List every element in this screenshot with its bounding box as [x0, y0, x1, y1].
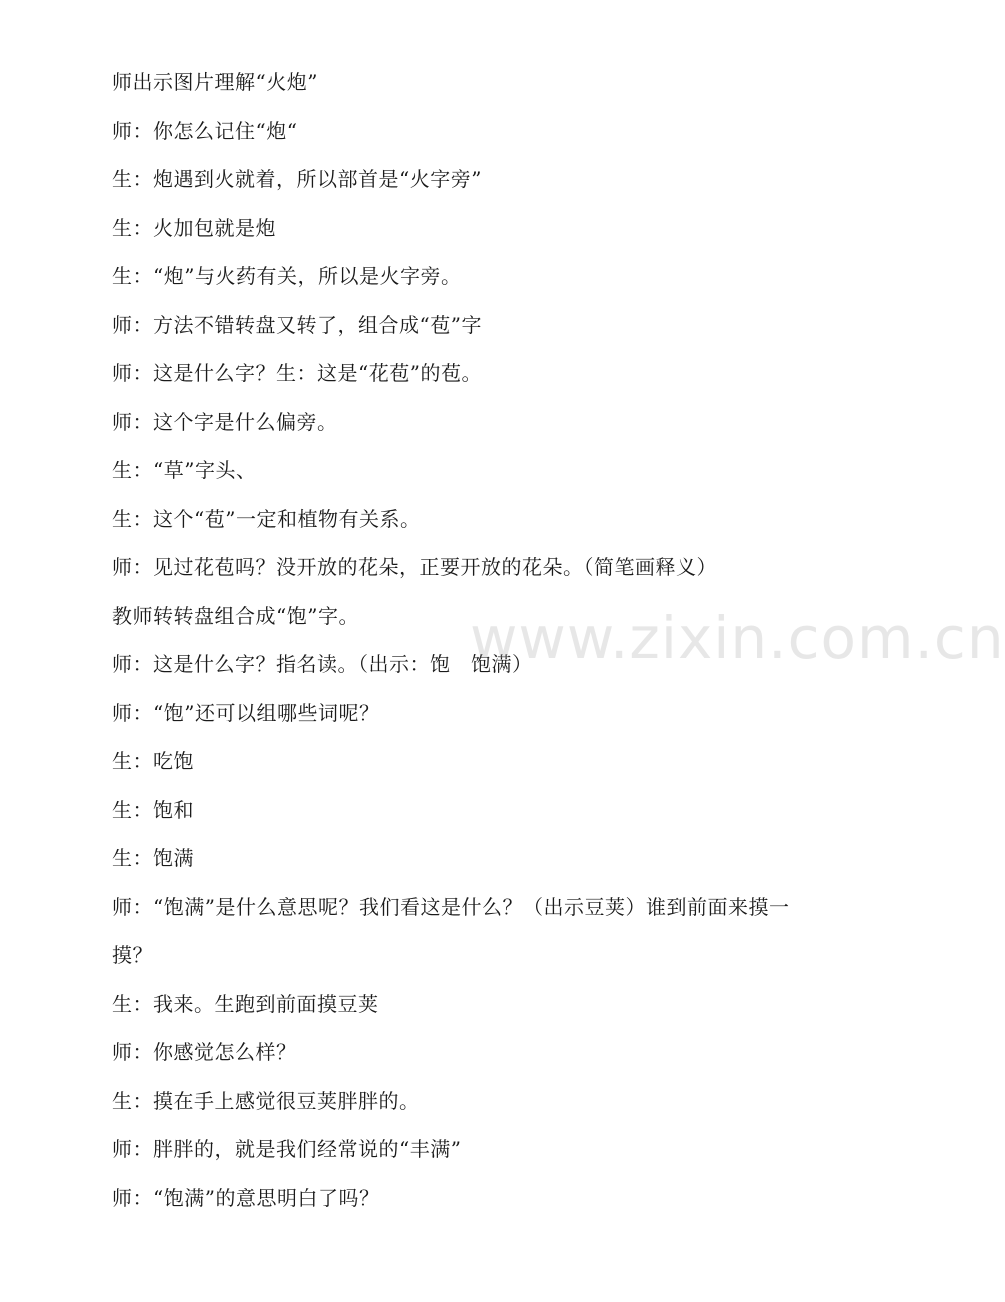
- document-body: [112, 58, 862, 1222]
- text-line: 师：见过花苞吗？没开放的花朵，正要开放的花朵。（简笔画释义）: [112, 555, 717, 579]
- text-line: 师：你感觉怎么样？: [112, 1040, 297, 1064]
- text-line: 生：“炮”与火药有关，所以是火字旁。: [112, 264, 462, 288]
- text-line: 生：饱和: [112, 797, 194, 822]
- text-line: 师出示图片理解“火炮”: [112, 70, 318, 94]
- text-line: 生：饱满: [112, 846, 194, 870]
- text-line: 师：你怎么记住“炮“: [112, 118, 298, 143]
- text-line: 师：“饱”还可以组哪些词呢？: [112, 700, 380, 725]
- text-line: 师：“饱满”的意思明白了吗？: [112, 1185, 380, 1210]
- text-line: 师：这是什么字？生：这是“花苞”的苞。: [112, 361, 482, 385]
- text-line: 生：摸在手上感觉很豆荚胖胖的。: [112, 1088, 420, 1113]
- text-line: 师：胖胖的，就是我们经常说的“丰满”: [112, 1137, 462, 1161]
- text-line: 生：这个“苞”一定和植物有关系。: [112, 506, 421, 531]
- text-line: 师：方法不错转盘又转了，组合成“苞”字: [112, 312, 482, 337]
- text-line: 生：“草”字头、: [112, 458, 257, 482]
- text-line: 生：吃饱: [112, 749, 194, 773]
- text-line: 生：火加包就是炮: [112, 215, 276, 240]
- watermark: www.zixin.com.cn: [470, 604, 1005, 672]
- text-line: 教师转转盘组合成“饱”字。: [112, 603, 359, 628]
- text-line: 摸？: [112, 943, 153, 967]
- text-line: 生：我来。生跑到前面摸豆荚: [112, 991, 379, 1016]
- text-line: 师：这个字是什么偏旁。: [112, 409, 338, 434]
- text-line: 师：“饱满”是什么意思呢？我们看这是什么？（出示豆荚）谁到前面来摸一: [112, 894, 790, 919]
- text-line: 师：这是什么字？指名读。（出示：饱 饱满）: [112, 652, 533, 676]
- text-line: 生：炮遇到火就着，所以部首是“火字旁”: [112, 167, 482, 191]
